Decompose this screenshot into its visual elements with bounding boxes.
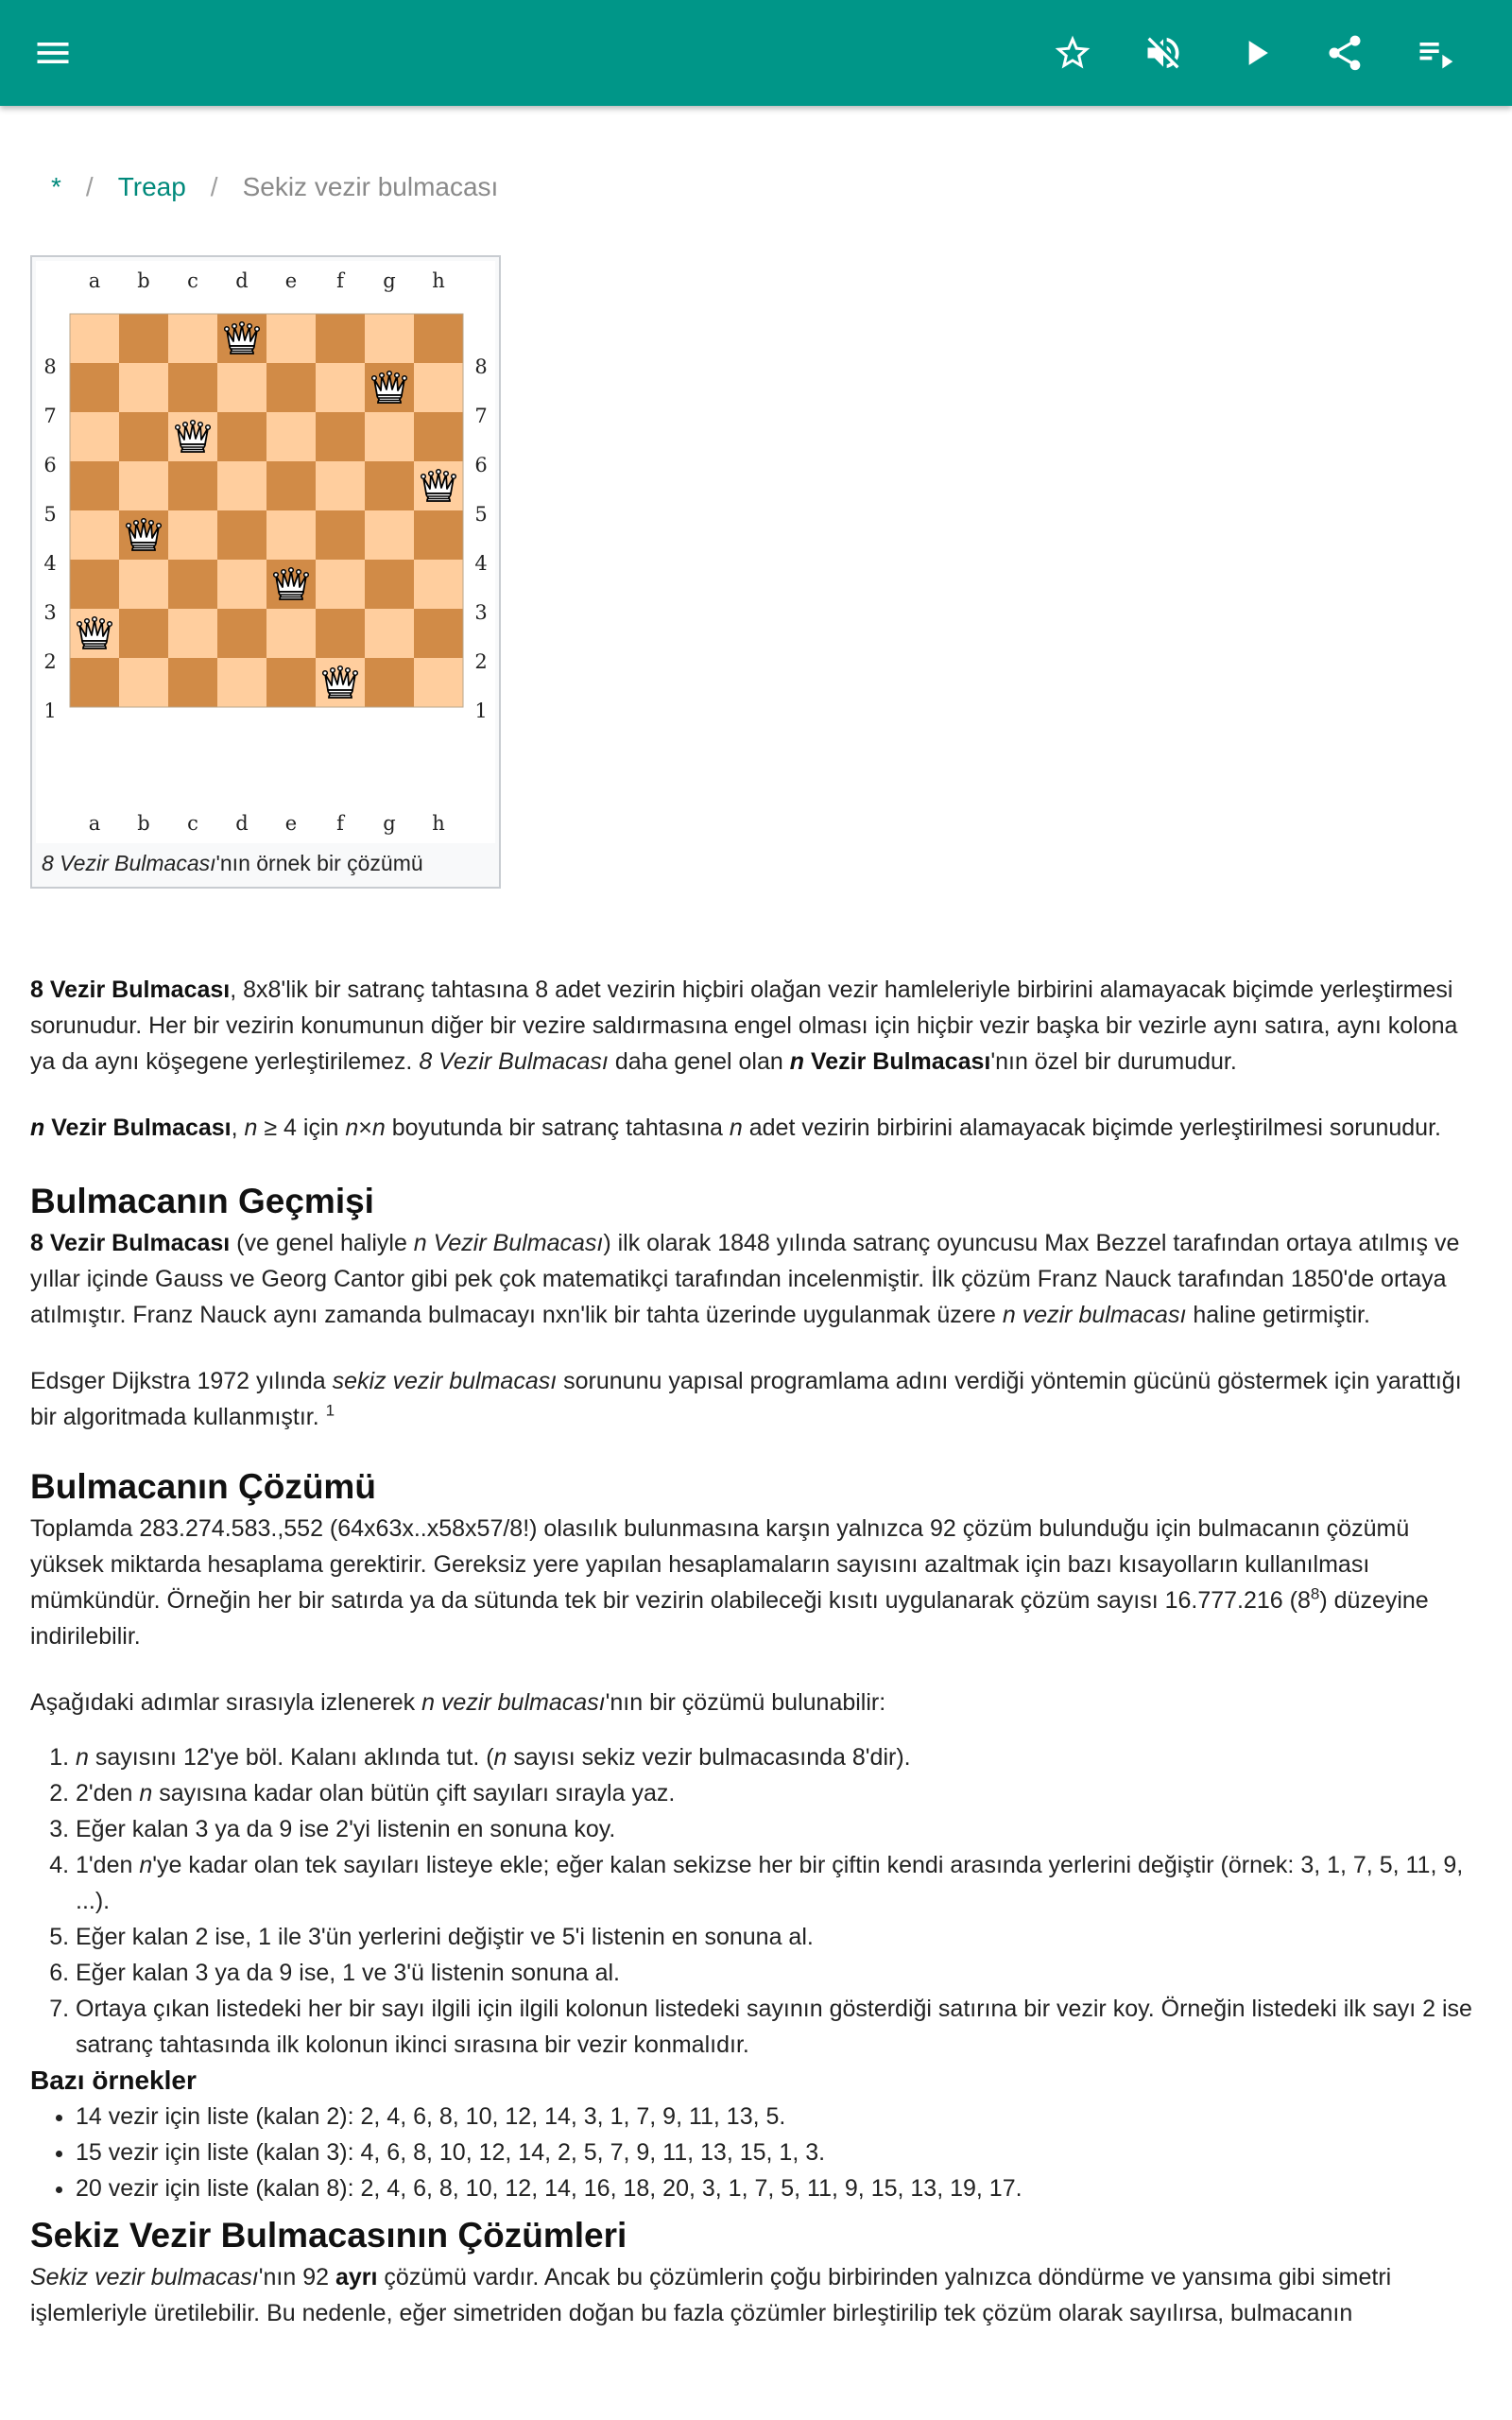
board-square <box>316 461 365 510</box>
board-square <box>414 412 463 461</box>
board-square <box>217 461 266 510</box>
board-square <box>168 314 217 363</box>
chessboard-image <box>36 261 495 843</box>
rank-label: 2 <box>43 650 57 673</box>
rank-label: 6 <box>43 454 57 476</box>
rank-label: 8 <box>43 355 57 378</box>
list-item: 4. 1'den n'ye kadar olan tek sayıları listeye ekle; eğer kalan sekizse her bir çiftin kendi arasında yerlerini değiştir (örnek: 3, 1, 7, 5, 11, 9, ...). <box>76 1847 1486 1919</box>
board-square <box>365 658 414 707</box>
board-square <box>365 609 414 658</box>
file-label: b <box>137 269 150 292</box>
file-label: g <box>383 269 396 292</box>
board-square <box>168 609 217 658</box>
board-square <box>70 461 119 510</box>
board-square <box>217 363 266 412</box>
rank-label: 6 <box>474 454 488 476</box>
rank-label: 4 <box>474 552 488 575</box>
rank-label: 2 <box>474 650 488 673</box>
examples-heading: Bazı örnekler <box>30 2066 197 2095</box>
board-square <box>414 609 463 658</box>
rank-label: 3 <box>474 601 488 624</box>
list-item: 7. Ortaya çıkan listedeki her bir sayı ilgili için ilgili kolonun listedeki sayının gösterdiği satırına bir vezir koy. Örneğin listedeki ilk sayı 2 ise satranç tahtasında ilk kolonun ikinci sırasına bir vezir konmalıdır. <box>76 1991 1486 2063</box>
chessboard-figure <box>30 255 501 889</box>
file-label: c <box>187 812 198 835</box>
board-square <box>266 609 316 658</box>
board-square <box>119 412 168 461</box>
history-paragraph: 8 Vezir Bulmacası (ve genel haliyle n Vezir Bulmacası) ilk olarak 1848 yılında satranç oyuncusu Max Bezzel tarafından ortaya atılmış ve yıllar içinde Gauss ve Georg Cantor gibi pek çok matematikçi tarafından incelenmiştir. İlk çözüm Franz Nauck tarafından 1850'de ortaya atılmıştır. Franz Nauck aynı zamanda bulmacayı nxn'lik bir tahta üzerinde uygulanmak üzere n vezir bulmacası haline getirmiştir. <box>30 1230 1460 1328</box>
board-square <box>168 461 217 510</box>
board-square <box>217 412 266 461</box>
history-paragraph: Edsger Dijkstra 1972 yılında sekiz vezir bulmacası sorununu yapısal programlama adını verdiği yöntemin gücünü göstermek için yarattığı bir algoritmada kullanmıştır. $^1$ <box>30 1368 1462 1430</box>
rank-label: 1 <box>474 700 488 722</box>
rank-label: 5 <box>474 503 488 526</box>
solution-paragraph: Aşağıdaki adımlar sırasıyla izlenerek n vezir bulmacası'nın bir çözümü bulunabilir: <box>30 1689 886 1716</box>
menu-icon[interactable] <box>23 23 83 83</box>
board-square <box>168 658 217 707</box>
board-square <box>365 412 414 461</box>
list-item: • 20 vezir için liste (kalan 8): 2, 4, 6, 8, 10, 12, 14, 16, 18, 20, 3, 1, 7, 5, 11, 9, 15, 13, 19, 17. <box>76 2170 1486 2206</box>
board-square <box>70 658 119 707</box>
breadcrumb-separator: / <box>85 172 94 201</box>
play-icon[interactable] <box>1226 23 1286 83</box>
list-item: 5. Eğer kalan 2 ise, 1 ile 3'ün yerlerini değiştir ve 5'i listenin en sonuna al. <box>76 1919 1486 1955</box>
board-square <box>119 314 168 363</box>
rank-label: 1 <box>43 700 57 722</box>
board-square <box>217 560 266 609</box>
board-square <box>266 314 316 363</box>
board-square <box>168 510 217 560</box>
board-square <box>316 363 365 412</box>
rank-label: 3 <box>43 601 57 624</box>
board-square <box>266 363 316 412</box>
file-label: g <box>383 812 396 835</box>
list-item: • 15 vezir için liste (kalan 3): 4, 6, 8, 10, 12, 14, 2, 5, 7, 9, 11, 13, 15, 1, 3. <box>76 2135 1486 2170</box>
playlist-icon[interactable] <box>1405 23 1466 83</box>
file-label: f <box>336 269 344 292</box>
file-label: b <box>137 812 150 835</box>
history-heading: Bulmacanın Geçmişi <box>30 1182 374 1220</box>
board-square <box>414 658 463 707</box>
figure-caption: 8 Vezir Bulmacası'nın örnek bir çözümü <box>42 851 423 875</box>
board-square <box>168 560 217 609</box>
board-square <box>217 510 266 560</box>
board-square <box>70 560 119 609</box>
board-square <box>316 560 365 609</box>
share-icon[interactable] <box>1314 23 1375 83</box>
rank-label: 7 <box>474 405 488 427</box>
rank-label: 4 <box>43 552 57 575</box>
board-square <box>316 510 365 560</box>
examples-list <box>30 2099 1486 2206</box>
file-label: e <box>284 269 298 292</box>
star-icon[interactable] <box>1042 23 1103 83</box>
file-label: e <box>284 812 298 835</box>
breadcrumb-parent-link[interactable]: Treap <box>117 172 186 201</box>
board-square <box>414 363 463 412</box>
breadcrumb-separator: / <box>210 172 218 201</box>
file-label: d <box>235 269 249 292</box>
solution-paragraph: Toplamda 283.274.583.,552 (64x63x..x58x57/8!) olasılık bulunmasına karşın yalnızca 92 çözüm bulunduğu için bulmacanın çözümü yüksek miktarda hesaplama gerektirir. Gereksiz yere yapılan hesaplamaların sayısını azaltmak için bazı kısayolların kullanılması mümkündür. Örneğin her bir satırda ya da sütunda tek bir vezirin olabileceği kısıtı uygulanarak çözüm sayısı 16.777.216 $(8^8)$ düzeyine indirilebilir. <box>30 1515 1429 1650</box>
board-square <box>414 510 463 560</box>
intro-paragraph: 8 Vezir Bulmacası, 8x8'lik bir satranç tahtasına 8 adet vezirin hiçbiri olağan vezir hamleleriyle birbirini alamayacak biçimde yerleştirmesi sorunudur. Her bir vezirin konumunun diğer bir vezire saldırmasına engel olması için hiçbir vezir başka bir vezirle aynı satıra, aynı kolona ya da aynı köşegene yerleştirilemez. 8 Vezir Bulmacası daha genel olan n Vezir Bulmacası'nın özel bir durumudur. <box>30 977 1458 1075</box>
board-square <box>365 314 414 363</box>
file-label: f <box>336 812 344 835</box>
board-square <box>266 658 316 707</box>
board-square <box>70 510 119 560</box>
board-square <box>316 412 365 461</box>
board-square <box>119 560 168 609</box>
intro-paragraph: n Vezir Bulmacası, n ≥ 4 için n×n boyutunda bir satranç tahtasına n adet vezirin birbirini alamayacak biçimde yerleştirilmesi sorunudur. <box>30 1115 1441 1141</box>
file-label: d <box>235 812 249 835</box>
rank-label: 7 <box>43 405 57 427</box>
board-square <box>119 363 168 412</box>
file-label: h <box>432 269 445 292</box>
board-square <box>217 609 266 658</box>
board-square <box>119 609 168 658</box>
board-square <box>414 314 463 363</box>
reference-link[interactable]: 1 <box>325 1401 335 1420</box>
board-square <box>316 609 365 658</box>
file-label: a <box>88 269 101 292</box>
article-content <box>30 972 1486 2361</box>
board-square <box>365 461 414 510</box>
board-square <box>217 658 266 707</box>
board-square <box>70 412 119 461</box>
solutions-paragraph: Sekiz vezir bulmacası'nın 92 ayrı çözümü vardır. Ancak bu çözümlerin çoğu birbirinden yalnızca döndürme ve yansıma gibi simetri işlemleriyle üretilebilir. Bu nedenle, eğer simetriden doğan bu fazla çözümler birleştirilip tek çözüm olarak sayılırsa, bulmacanın <box>30 2264 1392 2326</box>
list-item: • 14 vezir için liste (kalan 2): 2, 4, 6, 8, 10, 12, 14, 3, 1, 7, 9, 11, 13, 5. <box>76 2099 1486 2135</box>
list-item: 6. Eğer kalan 3 ya da 9 ise, 1 ve 3'ü listenin sonuna al. <box>76 1955 1486 1991</box>
solution-heading: Bulmacanın Çözümü <box>30 1467 376 1506</box>
solution-steps-list <box>30 1739 1486 2063</box>
board-square <box>266 510 316 560</box>
board-square <box>70 314 119 363</box>
board-square <box>70 363 119 412</box>
file-label: h <box>432 812 445 835</box>
list-item: 1. n sayısını 12'ye böl. Kalanı aklında tut. (n sayısı sekiz vezir bulmacasında 8'dir). <box>76 1739 1486 1775</box>
board-square <box>119 461 168 510</box>
breadcrumb <box>51 168 498 206</box>
board-square <box>365 560 414 609</box>
board-square <box>266 461 316 510</box>
rank-label: 5 <box>43 503 57 526</box>
file-label: a <box>88 812 101 835</box>
solutions-heading: Sekiz Vezir Bulmacasının Çözümleri <box>30 2216 627 2255</box>
board-square <box>365 510 414 560</box>
board-square <box>316 314 365 363</box>
breadcrumb-home-link[interactable]: * <box>51 172 61 201</box>
board-square <box>168 363 217 412</box>
breadcrumb-current: Sekiz vezir bulmacası <box>242 172 499 201</box>
mute-icon[interactable] <box>1133 23 1194 83</box>
rank-label: 8 <box>474 355 488 378</box>
file-label: c <box>187 269 198 292</box>
app-bar <box>0 0 1512 106</box>
list-item: 2. 2'den n sayısına kadar olan bütün çift sayıları sırayla yaz. <box>76 1775 1486 1811</box>
board-square <box>266 412 316 461</box>
board-square <box>119 658 168 707</box>
list-item: 3. Eğer kalan 3 ya da 9 ise 2'yi listenin en sonuna koy. <box>76 1811 1486 1847</box>
board-square <box>414 560 463 609</box>
